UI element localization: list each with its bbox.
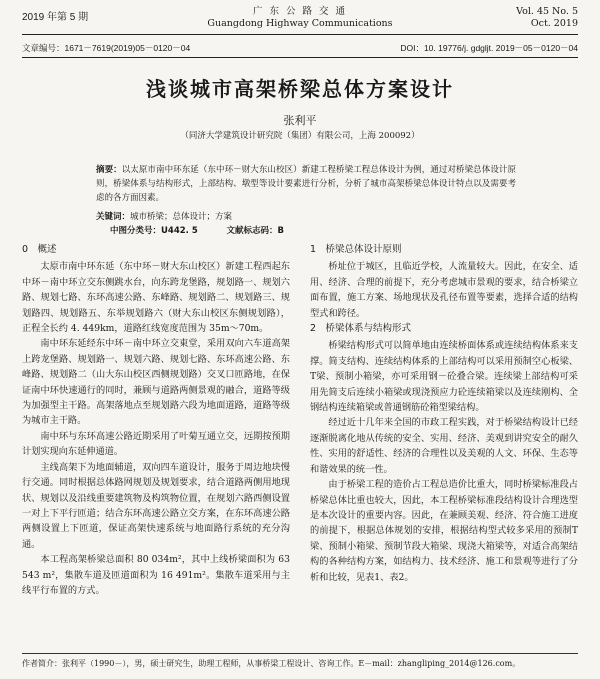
article-title: 浅谈城市高架桥梁总体方案设计 (146, 77, 454, 101)
section-2-heading: 2 桥梁体系与结构形式 (310, 323, 412, 335)
paragraph: 本工程高架桥梁总面积 80 034m²，其中上线桥梁面积为 63 543 m²，集散车道及匝道面积为 16 491m²。集散车道采用与主线平行布置的方式。 (22, 554, 290, 596)
meta-rule (22, 57, 578, 58)
section-0-heading: 0 概述 (22, 244, 57, 255)
section-1-heading: 1 桥梁总体设计原则 (310, 244, 402, 255)
keywords (96, 210, 516, 222)
header-rule (22, 34, 578, 35)
abstract-text: 以太原市南中环东延（东中环－财大东山校区）新建工程桥梁工程总体设计为例，通过对桥梁总体设计原则，桥梁体系与结构形式，上部结构、墩型等设计要素进行分析，分析了城市高架桥梁总体设计特点以及需要考虑的各方面因素。 (96, 165, 516, 203)
classification (110, 224, 284, 236)
class-number: 中图分类号：U442. 5 (110, 226, 198, 236)
date-label: Oct. 2019 (530, 18, 578, 29)
paragraph: 桥址位于城区，且临近学校，人流量较大。因此，在安全、适用、经济、合理的前提下，充分考虑城市景观的要求，结合桥梁立面布置，施工方案、场地现状及孔径布置等要素，选择合适的结构型式和跨径。 (310, 261, 578, 319)
issue-label: 2019 年第 5 期 (22, 12, 89, 23)
doi: DOI：10. 19776/j. gdgljt. 2019－05－0120－04 (400, 43, 578, 53)
affiliation: （同济大学建筑设计研究院（集团）有限公司，上海 200092） (180, 131, 420, 141)
paragraph: 经过近十几年来全国的市政工程实践，对于桥梁结构设计已经逐渐脱离化地从传统的安全、实用、经济、美观到讲究安全的耐久性、实用的舒适性、经济的合理性以及美观的人文、环保、生态等和谐效果的统一性。 (310, 417, 578, 475)
journal-name-cn: 广 东 公 路 交 通 (252, 6, 348, 17)
paragraph: 南中环东延经东中环－南中环立交東堂，采用双向六车道高架上跨龙堡路、规划路一、规划六路、规划七路、东环高速公路、东峰路、规划路二（山大东山校区西侧规划路）交叉口匝路地，在保证南中环快速通行的同时，兼顾与道路两侧景观的融合，道路等级为加强型主干路。高架落地点至规划路六段为地面道路，道路等级为城市主干路。 (22, 338, 290, 427)
left-column (22, 242, 290, 598)
journal-header (0, 6, 600, 30)
paragraph: 桥梁结构形式可以简单地由连续桥面体系或连续结构体系来支撑。简支结构、连续结构体系的上部结构可以采用预制空心板梁、T梁、预制小箱梁，亦可采用钢－砼叠合梁。连续梁上部结构可采用先简支后连续小箱梁或现浇预应力砼连续箱梁以及连续刚构、全钢结构连续箱梁或普通钢筋砼箱型梁结构。 (310, 340, 578, 414)
abstract-label: 摘要： (96, 165, 122, 175)
volume-label: Vol. 45 No. 5 (516, 6, 578, 17)
paragraph: 由于桥梁工程的造价占工程总造价比重大，同时桥梁标准段占桥梁总体比重也较大，因此，本工程桥梁标准段结构设计合理选型是本次设计的重要内容。因此，在兼顾美观、经济、符合施工进度的前提下，根据总体规划的安排，根据结构型式较多采用的预制T梁、预制小箱梁、预制节段大箱梁、现浇大箱梁等，对适合高架结构的各种结构方案，如结构力、技术经济、施工和景观等进行了分析和比较，见表1、表2。 (310, 479, 578, 583)
paragraph: 主线高架下为地面辅道，双向四车道设计，服务于周边地块慢行交通。同时根据总体路网规划及规划要求，结合道路两侧用地现状、规划以及沿线重要建筑物及构筑物位置，在规划六路西侧设置一对上下平行匝道；结合东环高速公路立交方案，在东环高速公路两侧设置上下匝道，保证高架快速系统与地面路行系统的充分沟通。 (22, 461, 290, 550)
paragraph: 南中环与东环高速公路近期采用了叶菊互通立交，远期按预期计划实现向东延伸通道。 (22, 430, 290, 458)
keywords-label: 关键词： (96, 212, 131, 222)
abstract (96, 163, 516, 205)
volume-info (516, 6, 578, 30)
right-column (310, 242, 578, 585)
document-code: 文献标志码：B (226, 226, 284, 236)
footnote-rule (22, 653, 578, 654)
article-number: 文章编号：1671－7619(2019)05－0120－04 (22, 43, 191, 53)
author-footnote: 作者简介：张利平（1990－），男，硕士研究生，助理工程师，从事桥梁工程设计、咨询工作。E－mail：zhangliping_2014@126.com。 (22, 659, 521, 668)
paragraph: 太原市南中环东延（东中环－财大东山校区）新建工程西起东中环－南中环立交东侧跳水台，向东跨龙堡路，规划路一、规划六路、规划七路、东环高速公路、东峰路、规划路二、规划路三、规划路四、规划路五、东举规划路六（财大东山校区东侧规划路），正程全长约 4. 449km，道路红线宽度范围为 35m～70m。 (22, 261, 290, 335)
author: 张利平 (283, 114, 317, 127)
keywords-text: 城市桥梁；总体设计；方案 (130, 212, 233, 222)
journal-name-en: Guangdong Highway Communications (207, 18, 393, 29)
